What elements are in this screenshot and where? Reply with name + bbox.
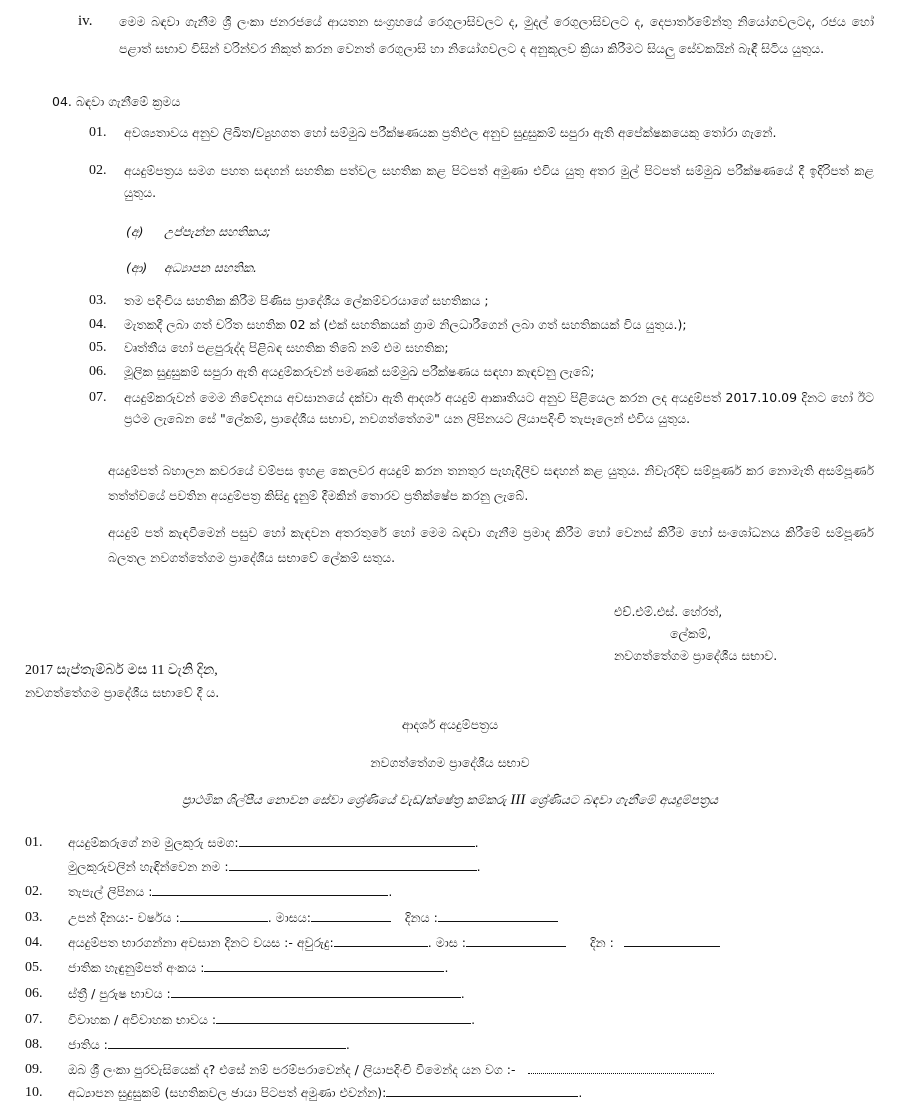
para-iv-marker: iv. [78,13,93,29]
blank-line[interactable] [624,934,720,947]
field-end: . [578,1085,583,1100]
field-label-day: දිනය : [404,910,438,925]
field-education[interactable] [68,1083,582,1103]
item-text: අවශ්‍යතාවය අනුව ලිඛිත/ව්‍යුහගත හෝ සම්මුඛ පරීක්ෂණයක ප්‍රතිඵල අනුව සුදුසුකම් සපුරා ඇති අපේක්ෂකයෙකු තෝරා ගැනේ. [124,125,777,140]
field-label: ජාතිය : [68,1037,108,1052]
blank-line[interactable] [152,883,388,896]
field-num: 07. [25,1012,43,1027]
field-end: . [345,1037,350,1052]
field-label: ජාතික හැඳුනුම්පත් අංකය : [68,960,205,975]
field-label: තැපැල් ලිපිනය : [68,884,153,899]
field-name-with-initials[interactable] [68,833,479,853]
field-num: 10. [25,1085,43,1100]
dateline-place: නවගත්තේගම ප්‍රාදේශීය සභාවේ දී ය. [25,685,220,700]
note-paragraph: අයදුම් පත් කැඳවීමෙන් පසුව හෝ කැඳවන අතරතුරේ හෝ මෙම බඳවා ගැනීම ප්‍රමාද කිරීම හෝ වෙනස් කිරීම හෝ සංශෝධනය කිරීමේ සම්පූර්ණ බලතල නවගත්තේගම ප්‍රාදේශීය සභාවේ ලේකම් සතුය. [108,525,874,565]
form-subtitle-post: ශ්‍රේණියට බඳවා ගැනීමේ අයදුම්පත්‍රය [525,792,719,807]
blank-line[interactable] [334,934,428,947]
sub-item-text: අධ්‍යාපන සහතික. [164,260,257,275]
blank-dotted-line[interactable] [528,1061,714,1074]
form-heading: ආදර්ශ අයදුම්පත්‍රය [401,717,499,732]
item-text: අයදුම්කරුවන් මෙම නිවේදනය අවසානයේ දක්වා ඇති ආදර්ශ අයදුම් ආකෘතියට අනුව පිළියෙල කරන ලද අයදුම්පත් 2017.10.09 දිනට හෝ ඊට ප්‍රථම ලැබෙන සේ "ලේකම්, ප්‍රාදේශීය සභාව, නවගත්තේගම" යන ලිපිනයට ලියාපදිංචි තැපෑලෙන් එවිය යුතුය. [124,390,874,426]
field-end: . [476,859,481,874]
field-num: 03. [25,910,43,925]
item-num: 06. [89,364,107,379]
blank-line[interactable] [438,909,558,922]
blank-line[interactable] [386,1084,578,1097]
field-label-days: දින : [589,935,614,950]
blank-line[interactable] [204,959,444,972]
field-postal-address[interactable] [68,882,392,902]
form-subtitle [0,789,900,811]
item-text: තම පදිංචිය සහතික කිරීම පිණිස ප්‍රාදේශීය ලේකම්වරයාගේ සහතිකය ; [124,293,489,308]
field-nationality[interactable] [68,1035,350,1055]
field-label: අධ්‍යාපන සුදුසුකම් (සහතිකවල ඡායා පිටපත් අමුණා එවන්න): [68,1085,387,1100]
field-label: මුලකුරුවලින් හැඳින්වෙන නම : [68,859,229,874]
blank-line[interactable] [466,934,566,947]
field-label-months: . මාස : [427,935,466,950]
field-label: විවාහක / අවිවාහක භාවය : [68,1012,217,1027]
note-paragraph: අයදුම්පත් බහාලන කවරයේ වම්පස ඉහළ කෙලවර අයදුම් කරන තනතුර පැහැදිලිව සඳහන් කළ යුතුය. නිවැරදිව සම්පූර්ණ කර නොමැති අසම්පූර්ණ තත්ත්වයේ පවතින අයදුම්පත්‍ර කිසිදු දැනුම් දීමකින් තොරව ප්‍රතික්ෂේප කරනු ලැබේ. [108,463,874,503]
item-num: 02. [89,163,107,178]
field-nic-number[interactable] [68,958,448,978]
item-num: 04. [89,317,107,332]
field-end: . [471,1012,476,1027]
item-num: 03. [89,293,107,308]
field-age-at-closing[interactable] [68,933,720,953]
item-text: වෘත්තීය හෝ පළපුරුද්ද පිළිබඳ සහතික තිබේ නම් එම සහතික; [124,340,449,355]
blank-line[interactable] [216,1011,471,1024]
item-text: මැතකදී ලබා ගත් චරිත සහතික 02 ක් (එක් සහතිකයක් ග්‍රාම නිලධාරීගෙන් ලබා ගත් සහතිකයක් විය යුතුය.); [124,317,687,332]
field-end: . [460,986,465,1001]
field-citizenship[interactable] [68,1060,714,1080]
section-04-heading: 04. බඳවා ගැනීමේ ක්‍රමය [52,94,181,109]
field-date-of-birth[interactable] [68,908,558,928]
sub-item-label: (අ) [126,224,144,239]
item-num: 07. [89,390,107,405]
field-num: 01. [25,835,43,850]
field-gender[interactable] [68,984,465,1004]
item-text: අයදුම්පත්‍රය සමග පහත සඳහන් සහතික පත්වල සහතික කළ පිටපත් අමුණා එවිය යුතු අතර මුල් පිටපත් සම්මුඛ පරීක්ෂණයේ දී ඉදිරිපත් කළ යුතුය. [124,163,874,200]
blank-line[interactable] [311,909,391,922]
signatory-org: නවගත්තේගම ප්‍රාදේශීය සභාව. [614,648,778,663]
blank-line[interactable] [180,909,268,922]
field-label: අයදුම්කරුගේ නම මුලකුරු සමග: [68,835,239,850]
field-label-month: . මාසය: [267,910,311,925]
signatory-title: ලේකම්, [670,626,712,641]
item-text: මූලික සුදුසුකම් සපුරා ඇති අයදුම්කරුවන් පමණක් සම්මුඛ පරීක්ෂණය සඳහා කැඳවනු ලැබේ; [124,364,595,379]
field-end: . [444,960,449,975]
item-num: 05. [89,340,107,355]
field-label: ඔබ ශ්‍රී ලංකා පුරවැසියෙක් ද? එසේ නම් පරම්පරාවෙන්ද / ලියාපදිංචි වීමෙන්ද යන වග :- [68,1062,516,1077]
form-subtitle-grade: III [510,792,526,808]
signatory-name: එච්.එම්.එස්. හේරත්, [614,604,723,619]
field-end: . [474,835,479,850]
field-end: . [388,884,393,899]
form-subtitle-pre: ප්‍රාථමික ශිල්පීය නොවන සේවා ශ්‍රේණියේ වැඩ/ක්ෂේත්‍ර කම්කරු [181,792,511,807]
blank-line[interactable] [239,834,475,847]
field-marital-status[interactable] [68,1010,475,1030]
field-label: උපන් දිනය:- වර්ෂය : [68,910,180,925]
field-num: 09. [25,1062,43,1077]
field-num: 05. [25,960,43,975]
blank-line[interactable] [171,985,461,998]
item-num: 01. [89,125,107,140]
field-label: ස්ත්‍රී / පුරුෂ භාවය : [68,986,171,1001]
para-iv-text: මෙම බඳවා ගැනීම ශ්‍රී ලංකා ජනරජයේ ආයතන සංග්‍රහයේ රෙගුලාසිවලට ද, මුදල් රෙගුලාසිවලට ද, දෙපාර්තමේන්තු නියෝගවලටද, රජය හෝ පළාත් සභාව විසින් වරින්වර නිකුත් කරන වෙනත් රෙගුලාසි හා නියෝගවලට ද අනුකූලව ක්‍රියා කිරීමට සියලු සේවකයින් බැඳී සිටිය යුතුය. [119,14,874,56]
form-org: නවගත්තේගම ප්‍රාදේශීය සභාව [370,755,530,770]
field-num: 02. [25,884,43,899]
field-label: අයදුම්පත භාරගන්නා අවසාන දිනට වයස :- අවුරුදු: [68,935,334,950]
dateline-date: 2017 සැප්තැම්බර් මස 11 වැනි දින, [25,663,218,678]
sub-item-label: (ආ) [126,260,148,275]
blank-line[interactable] [229,858,477,871]
field-name-denoted-by-initials[interactable] [68,857,481,877]
field-num: 04. [25,935,43,950]
field-num: 06. [25,986,43,1001]
blank-line[interactable] [108,1036,346,1049]
sub-item-text: උප්පැන්න සහතිකය; [164,224,271,239]
field-num: 08. [25,1037,43,1052]
